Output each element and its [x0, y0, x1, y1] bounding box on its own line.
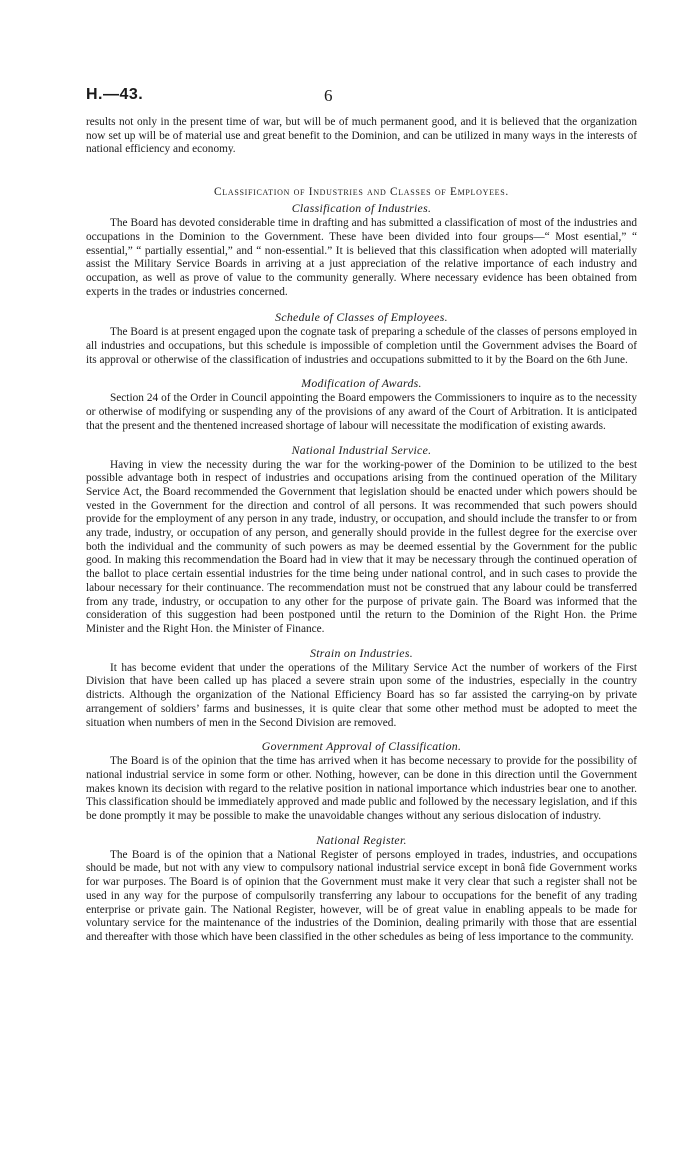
section-heading-industrial-service: National Industrial Service.: [291, 442, 432, 457]
intro-paragraph: results not only in the present time of war, but will be of much permanent good, and it is believed that the organization now set up will be of material use and great benefit to the Dominion, and can be utilized in many ways in the interests of national efficiency and economy.: [86, 116, 637, 156]
section-heading-classification: Classification of Industries.: [291, 201, 432, 216]
section-paragraph-schedule: The Board is at present engaged upon the cognate task of preparing a schedule of the classes of persons employed in all industries and occupations, but this schedule is impossible of completion until the Government advises the Board of its approval or otherwise of the classification of industries and occupations submitted to it by the Board on the 6th June.: [86, 326, 637, 366]
section-heading-schedule: Schedule of Classes of Employees.: [275, 310, 448, 325]
document-page: [86, 86, 637, 945]
page-number: 6: [324, 86, 333, 105]
section-paragraph-industrial-service: Having in view the necessity during the war for the working-power of the Dominion to be utilized to the best possible advantage both in respect of industries and occupations arising from the continued operation of the Military Service Act, the Board recommended the Government that legislation should be enacted under which powers should be vested in the Government for the direction and control of all persons. It was recommended that such powers should provide for the employment of any person in any trade, industry, or occupation, and should include the transfer to or from any trade, industry, or occupation of any person, and generally should provide in the fullest degree for the exercise over both the individual and the community of such powers as may be deemed essential by the Government for the public good. In making this recommendation the Board had in view that it may be necessary through the continued operation of the ballot to place certain essential industries for the time being under national control, and in such cases to provide the labour necessary for their continuance. The recommendation must not be construed that any labour could be transferred from any trade, industry, or occupation to any other for the purpose of private gain. The Board was informed that the consideration of this suggestion had been postponed until the return to the Dominion of the Right Hon. the Prime Minister and the Right Hon. the Minister of Finance.: [86, 458, 637, 635]
section-heading-register: National Register.: [316, 832, 407, 847]
section-paragraph-classification: The Board has devoted considerable time in drafting and has submitted a classification of most of the industries and occupations in the Dominion to the Government. These have been divided into four groups—“ Most esential,” “ essential,” “ partially essential,” and “ non-essential.” It is believed that this classification when adopted will materially assist the Military Service Boards in arriving at a just appreciation of the relative importance of each industry and occupation, as well as prove of value to the community generally. Where necessary evidence has been obtained from experts in the trades or industries concerned.: [86, 217, 637, 298]
section-paragraph-approval: The Board is of the opinion that the time has arrived when it has become necessary to provide for the possibility of national industrial service in some form or other. Nothing, however, can be done in this direction until the Government makes known its decision with regard to the relative position in national importance which industries bear one to another. This classification should be immediately approved and made public and followed by the necessary legislation, and if this be done promptly it may be possible to make the unavoidable changes without any serious dislocation of industry.: [86, 755, 637, 823]
section-heading-modification: Modification of Awards.: [301, 376, 422, 391]
section-paragraph-register: The Board is of the opinion that a National Register of persons employed in trades, industries, and occupations should be made, but not with any view to compulsory national industrial service except in bonâ fide Government works for war purposes. The Board is of opinion that the Government must make it very clear that such a register shall not be used in any way for the purpose of compulsorily transferring any labour to occupations for the benefit of any trading enterprise or private gain. The National Register, however, will be of great value in enabling appeals to be made for voluntary service for the maintenance of the industries of the Dominion, dealing primarily with those that are essential and thereafter with those which have been classified in the other schedules as being of less importance to the community.: [86, 848, 637, 943]
document-reference: H.—43.: [86, 86, 144, 103]
page-header: [86, 86, 637, 108]
section-heading-approval: Government Approval of Classification.: [261, 739, 462, 754]
section-paragraph-modification: Section 24 of the Order in Council appointing the Board empowers the Commissioners to inquire as to the necessity or otherwise of modifying or suspending any of the provisions of any award of the Court of Arbitration. It is anticipated that the present and the thentened increased shortage of labour will necessitate the modification of existing awards.: [86, 392, 637, 432]
section-paragraph-strain: It has become evident that under the operations of the Military Service Act the number of workers of the First Division that have been called up has placed a severe strain upon some of the industries, especially in the country districts. Although the organization of the National Efficiency Board has so far assisted the carrying-on by private arrangement of soldiers’ farms and businesses, it is quite clear that some other method must be adopted to meet the situation when numbers of men in the Second Division are removed.: [86, 661, 637, 729]
section-heading-strain: Strain on Industries.: [310, 645, 413, 660]
main-heading: Classification of Industries and Classes of Employees.: [214, 186, 509, 199]
